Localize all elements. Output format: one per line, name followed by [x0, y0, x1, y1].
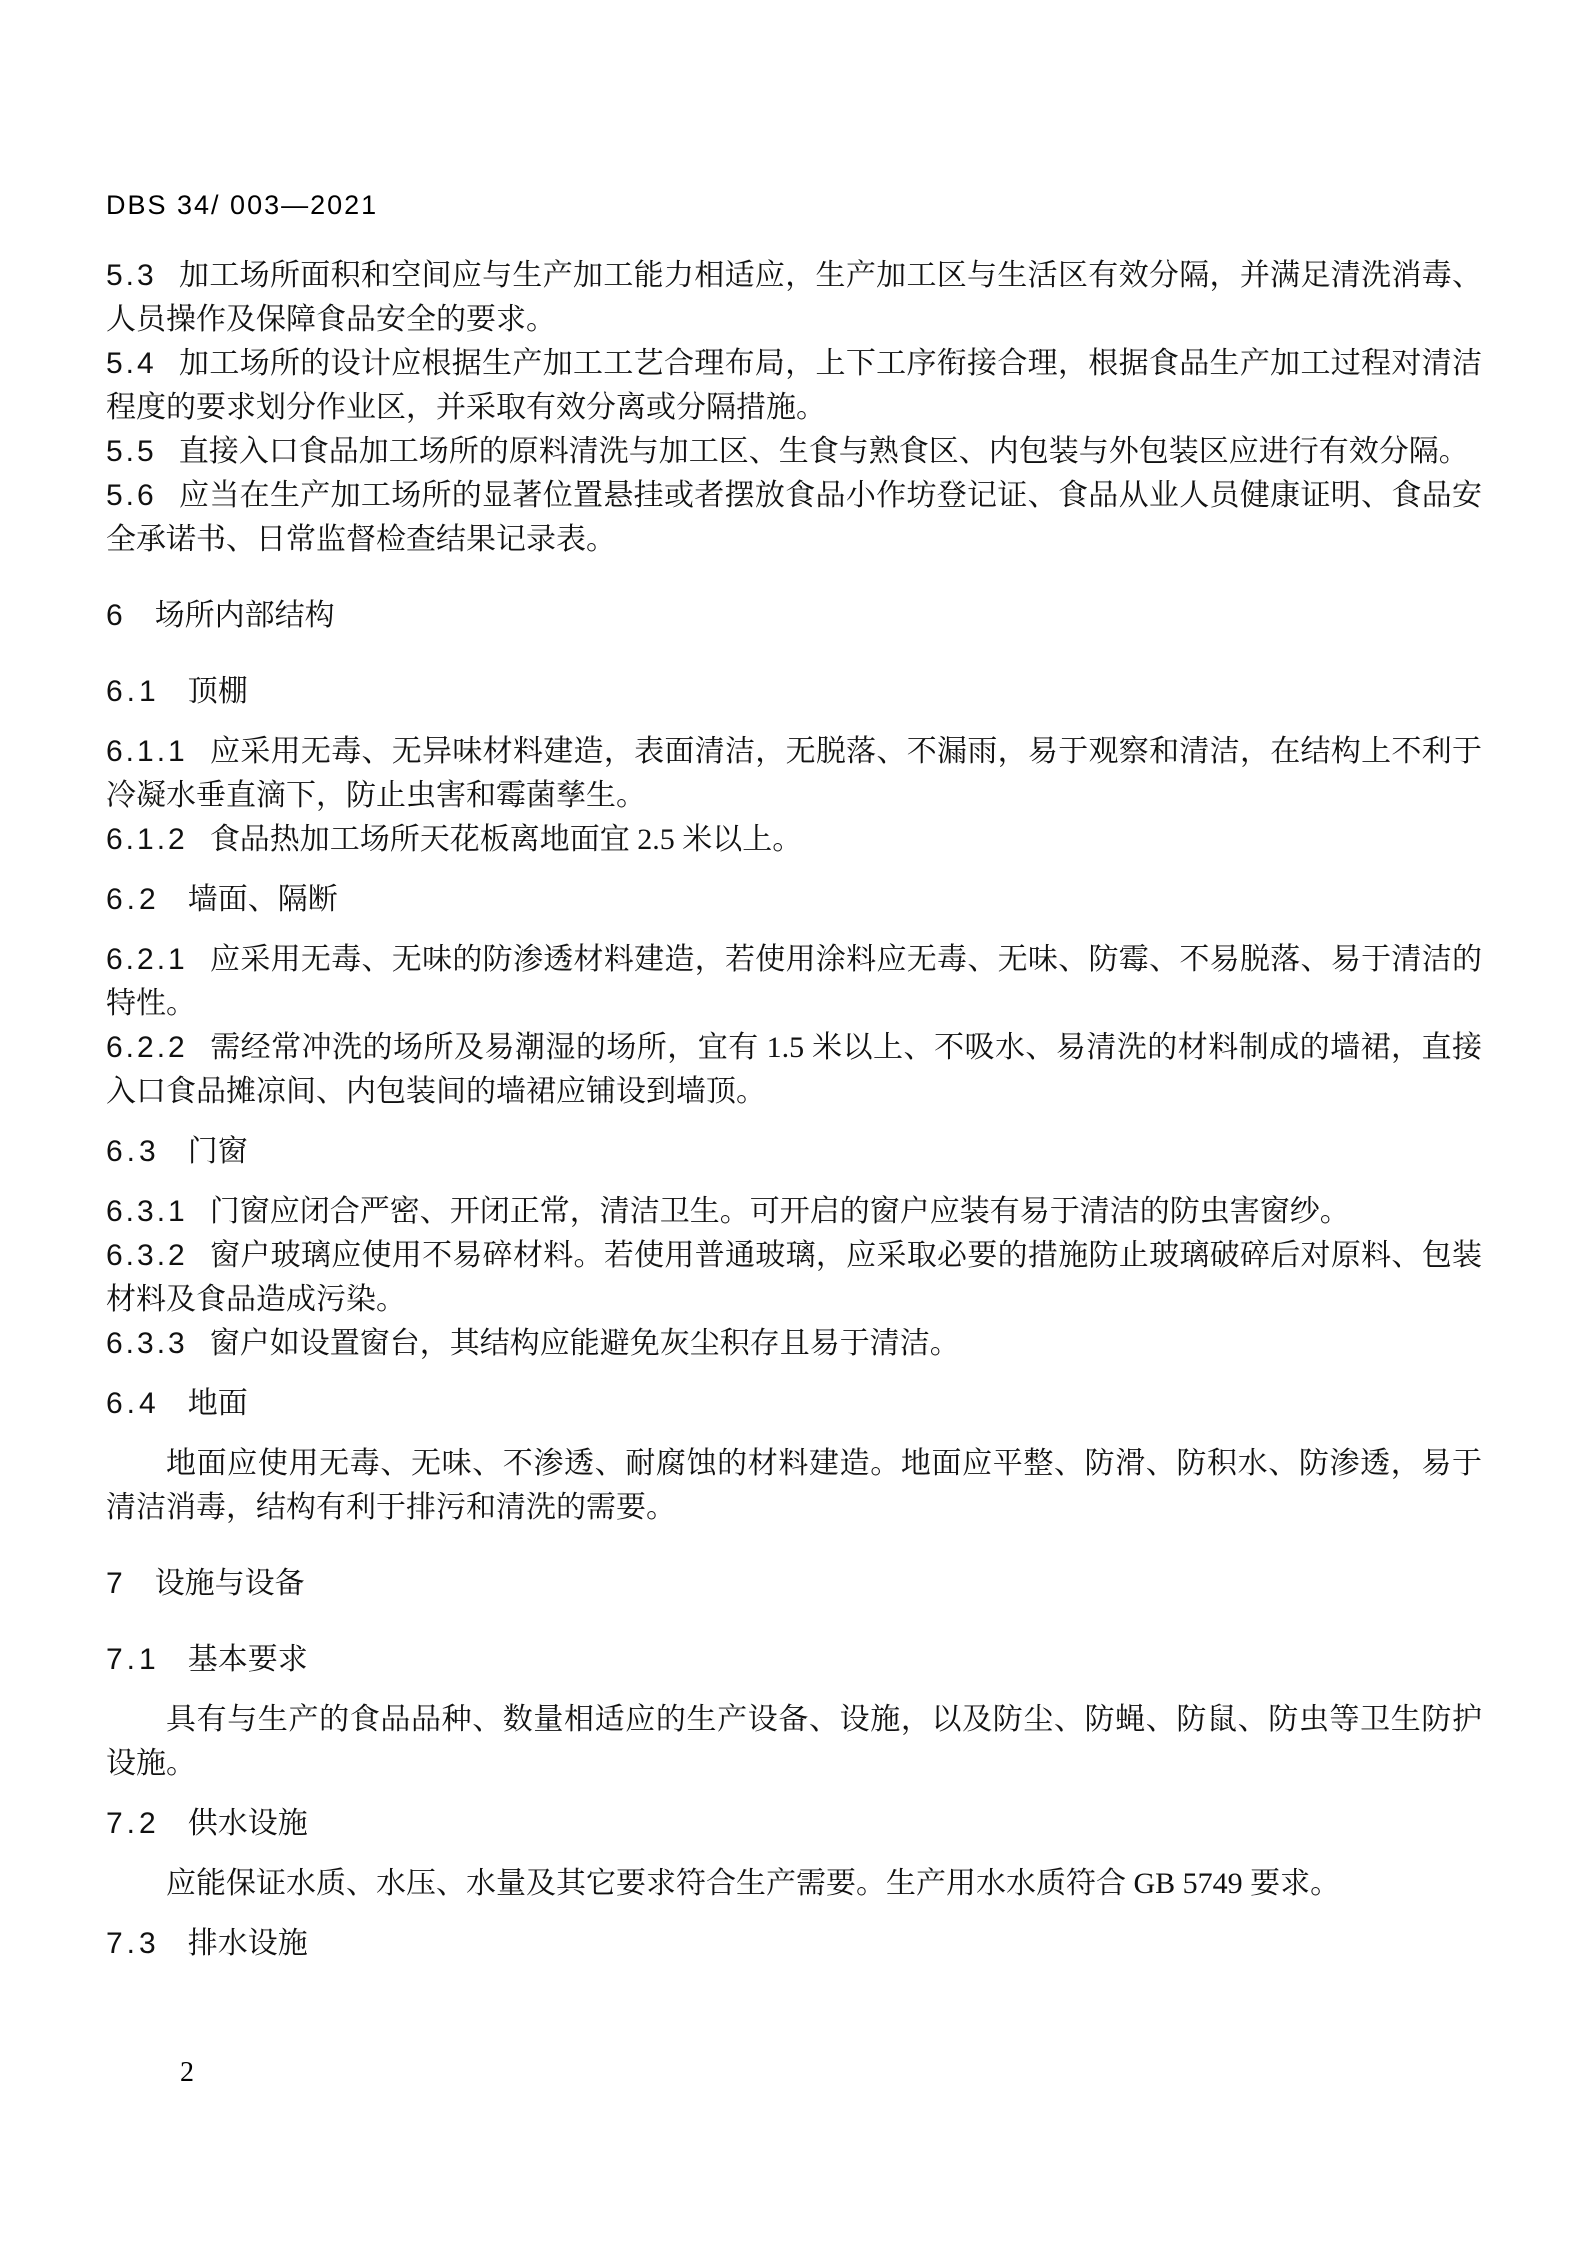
clause-number: 5.6 — [106, 479, 157, 512]
body-paragraph: 具有与生产的食品品种、数量相适应的生产设备、设施，以及防尘、防蝇、防鼠、防虫等卫生防护设施。 — [106, 1703, 1482, 1780]
clause-number: 6.3.1 — [106, 1195, 188, 1228]
clause-paragraph — [106, 938, 1482, 1026]
clause-paragraph — [106, 430, 1482, 474]
clause-number: 5.5 — [106, 435, 157, 468]
clause-paragraph — [106, 1234, 1482, 1322]
clause-text: 窗户玻璃应使用不易碎材料。若使用普通玻璃，应采取必要的措施防止玻璃破碎后对原料、包装材料及食品造成污染。 — [106, 1239, 1482, 1316]
section-number: 7 — [106, 1567, 127, 1600]
clause-number: 6.2.1 — [106, 943, 188, 976]
clause-paragraph — [106, 1322, 1482, 1366]
clause-paragraph — [106, 1190, 1482, 1234]
section-title: 设施与设备 — [154, 1567, 305, 1600]
page-content — [106, 190, 1482, 1982]
clause-text: 加工场所的设计应根据生产加工工艺合理布局，上下工序衔接合理，根据食品生产加工过程对清洁程度的要求划分作业区，并采取有效分离或分隔措施。 — [106, 347, 1482, 424]
clause-text: 需经常冲洗的场所及易潮湿的场所，宜有 1.5 米以上、不吸水、易清洗的材料制成的墙裙，直接入口食品摊凉间、内包装间的墙裙应铺设到墙顶。 — [106, 1031, 1482, 1108]
clause-text: 门窗应闭合严密、开闭正常，清洁卫生。可开启的窗户应装有易于清洁的防虫害窗纱。 — [209, 1195, 1350, 1228]
clause-number: 6.1.2 — [106, 823, 188, 856]
body-paragraph: 地面应使用无毒、无味、不渗透、耐腐蚀的材料建造。地面应平整、防滑、防积水、防渗透，易于清洁消毒，结构有利于排污和清洗的需要。 — [106, 1447, 1482, 1524]
section-heading — [106, 1802, 1482, 1846]
clause-paragraph — [106, 474, 1482, 562]
clause-number: 6.3.2 — [106, 1239, 188, 1272]
body-paragraph: 应能保证水质、水压、水量及其它要求符合生产需要。生产用水水质符合 GB 5749 要求。 — [166, 1867, 1341, 1900]
section-title: 地面 — [187, 1387, 248, 1420]
clause-number: 6.1.1 — [106, 735, 188, 768]
clause-paragraph — [106, 818, 1482, 862]
clause-number: 5.3 — [106, 259, 157, 292]
section-title: 墙面、隔断 — [187, 883, 338, 916]
clause-paragraph — [106, 1026, 1482, 1114]
clause-number: 5.4 — [106, 347, 157, 380]
clause-number: 6.2.2 — [106, 1031, 188, 1064]
section-heading — [106, 878, 1482, 922]
section-heading — [106, 1922, 1482, 1966]
section-title: 排水设施 — [187, 1927, 308, 1960]
clause-text: 窗户如设置窗台，其结构应能避免灰尘积存且易于清洁。 — [209, 1327, 960, 1360]
page-number: 2 — [180, 2057, 194, 2088]
section-heading — [106, 670, 1482, 714]
section-number: 6.3 — [106, 1135, 160, 1168]
clause-text: 应采用无毒、无异味材料建造，表面清洁，无脱落、不漏雨，易于观察和清洁，在结构上不利于冷凝水垂直滴下，防止虫害和霉菌孳生。 — [106, 735, 1482, 812]
section-number: 7.1 — [106, 1643, 160, 1676]
standard-number-header: DBS 34/ 003—2021 — [106, 190, 379, 220]
document-body — [106, 254, 1482, 1966]
section-title: 门窗 — [187, 1135, 248, 1168]
section-number: 6.1 — [106, 675, 160, 708]
clause-paragraph — [106, 730, 1482, 818]
clause-number: 6.3.3 — [106, 1327, 188, 1360]
clause-text: 加工场所面积和空间应与生产加工能力相适应，生产加工区与生活区有效分隔，并满足清洗消毒、人员操作及保障食品安全的要求。 — [106, 259, 1482, 336]
section-number: 6.4 — [106, 1387, 160, 1420]
section-number: 7.2 — [106, 1807, 160, 1840]
section-number: 6 — [106, 599, 127, 632]
clause-text: 应当在生产加工场所的显著位置悬挂或者摆放食品小作坊登记证、食品从业人员健康证明、食品安全承诺书、日常监督检查结果记录表。 — [106, 479, 1482, 556]
section-title: 场所内部结构 — [154, 599, 335, 632]
section-title: 供水设施 — [187, 1807, 308, 1840]
section-heading — [106, 1638, 1482, 1682]
clause-text: 食品热加工场所天花板离地面宜 2.5 米以上。 — [209, 823, 803, 856]
section-title: 基本要求 — [187, 1643, 308, 1676]
section-heading — [106, 594, 1482, 638]
section-number: 7.3 — [106, 1927, 160, 1960]
section-heading — [106, 1382, 1482, 1426]
section-heading — [106, 1130, 1482, 1174]
clause-paragraph — [106, 254, 1482, 342]
section-title: 顶棚 — [187, 675, 248, 708]
clause-paragraph — [106, 342, 1482, 430]
section-heading — [106, 1562, 1482, 1606]
section-number: 6.2 — [106, 883, 160, 916]
clause-text: 直接入口食品加工场所的原料清洗与加工区、生食与熟食区、内包装与外包装区应进行有效分隔。 — [178, 435, 1469, 468]
clause-text: 应采用无毒、无味的防渗透材料建造，若使用涂料应无毒、无味、防霉、不易脱落、易于清洁的特性。 — [106, 943, 1482, 1020]
